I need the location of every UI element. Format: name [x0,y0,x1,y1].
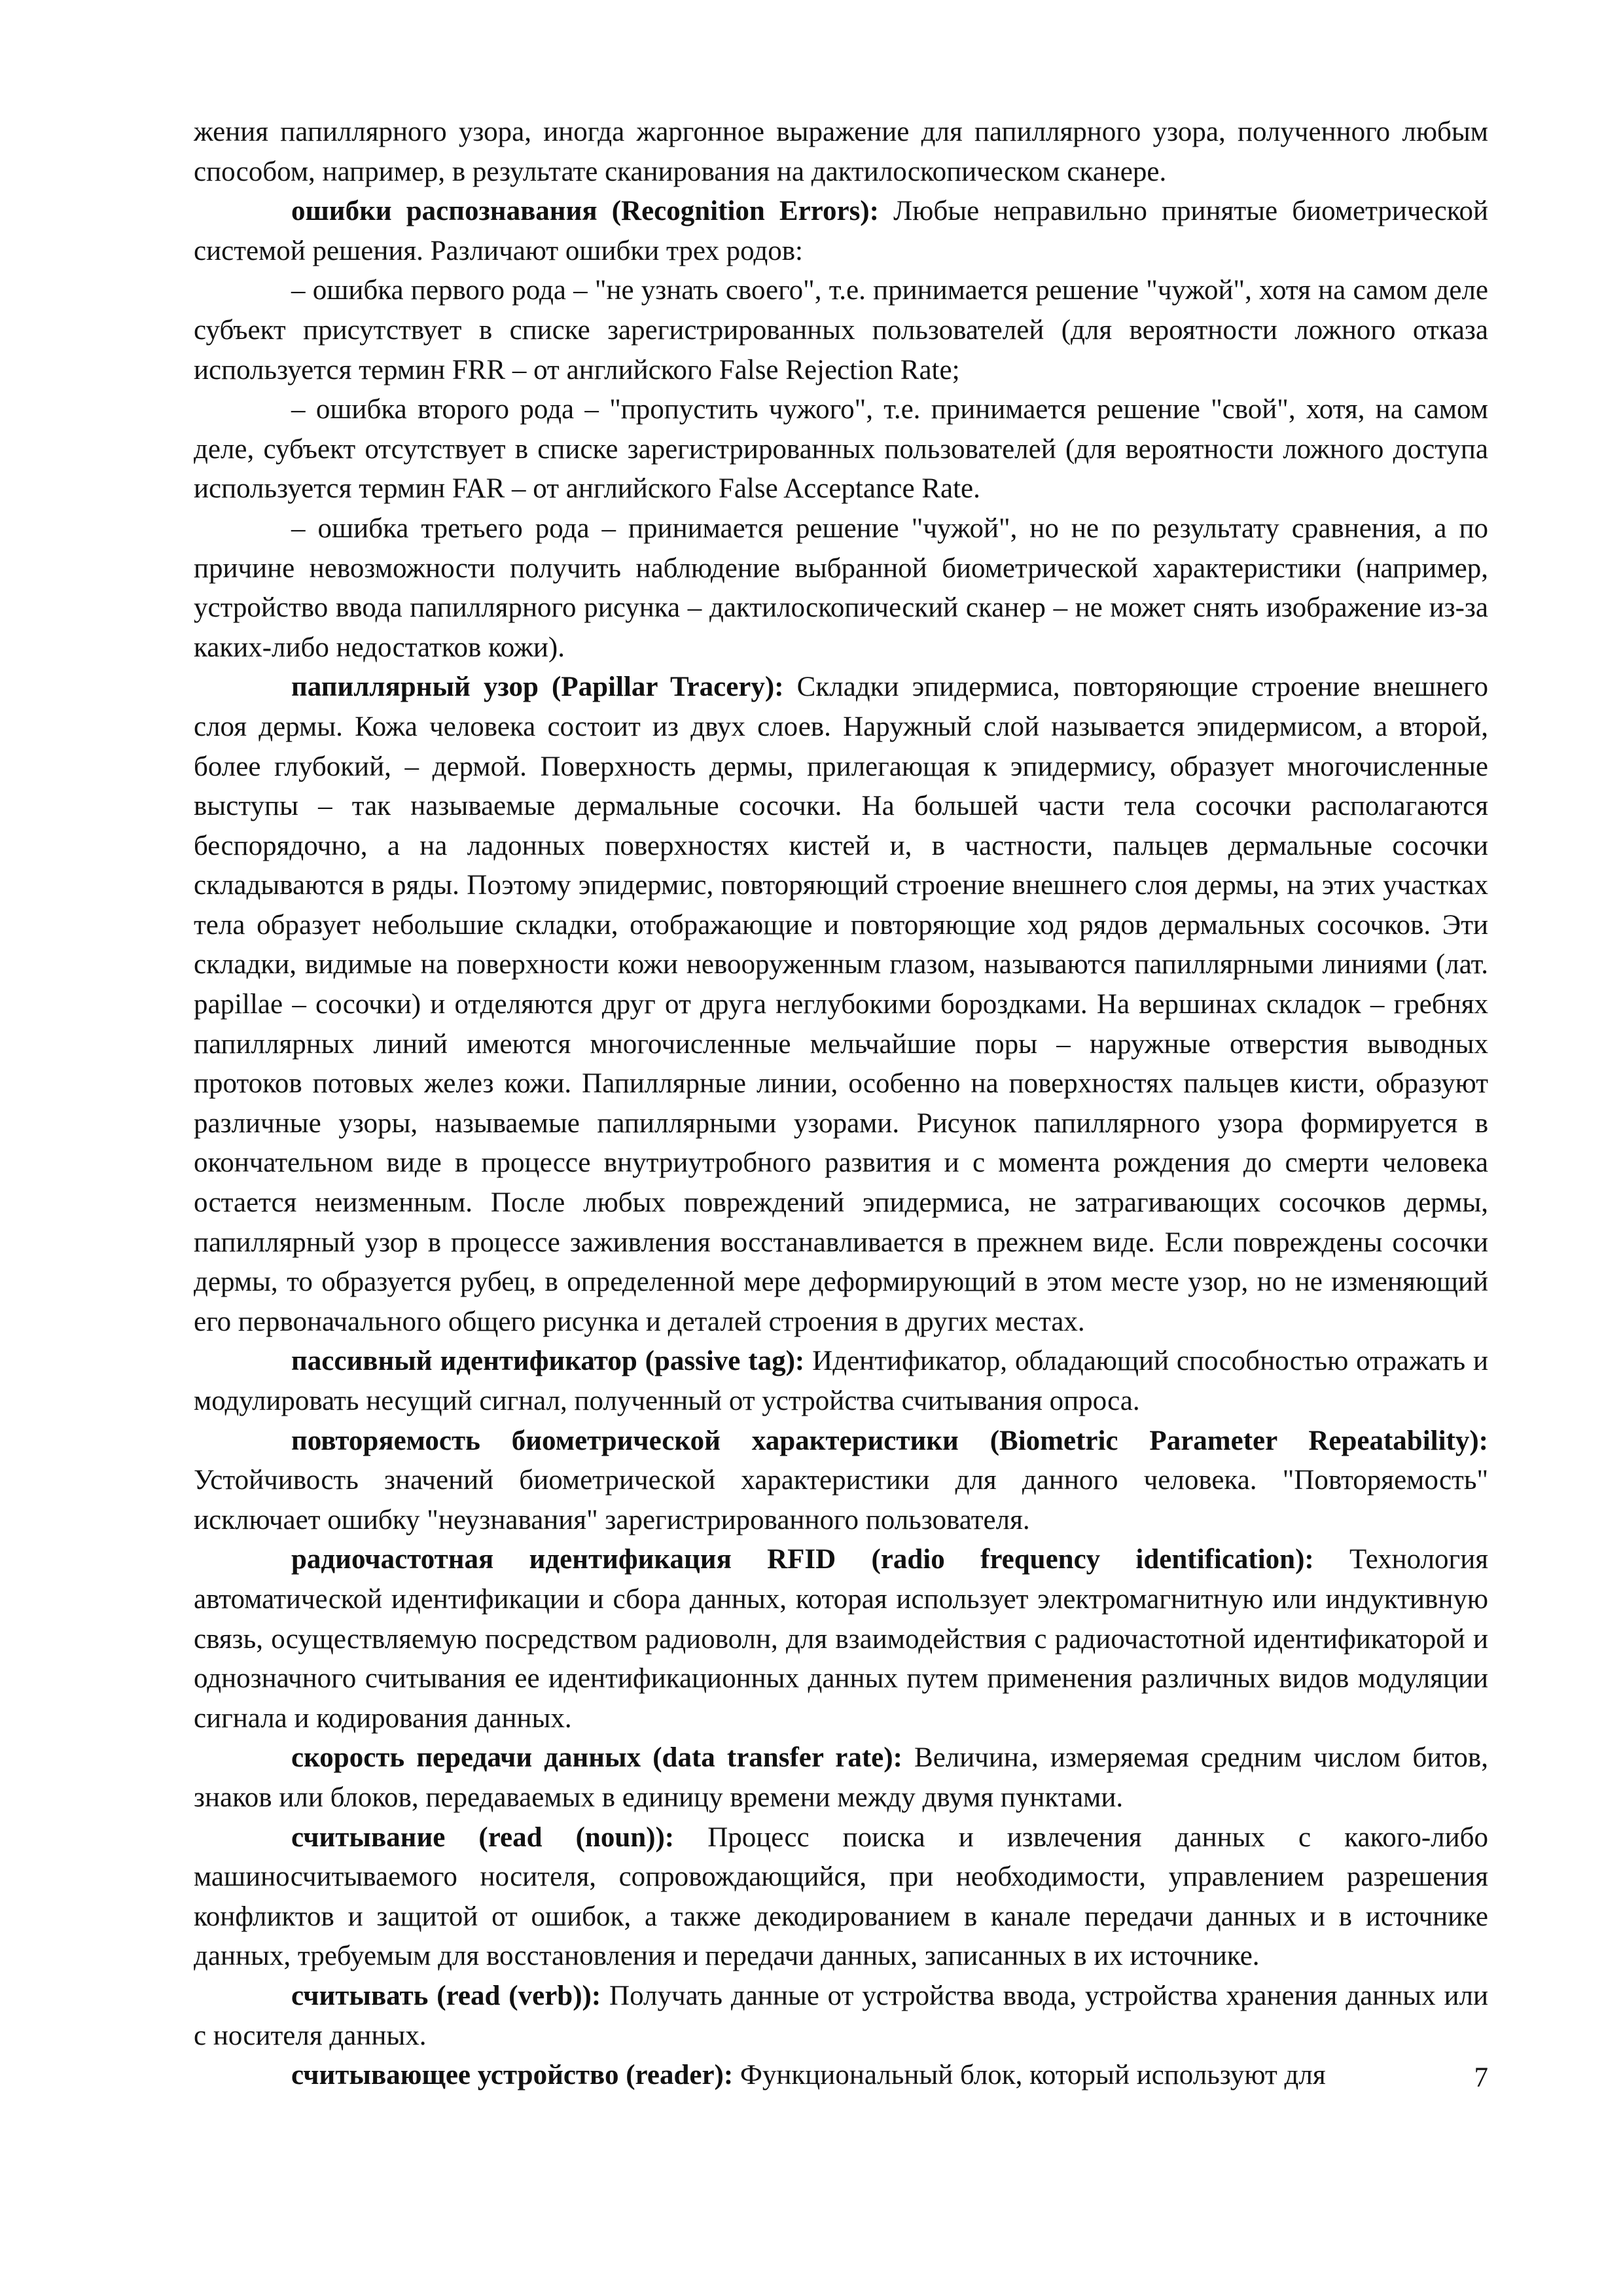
definition-read-noun [194,1818,1488,1977]
page-number: 7 [1474,2062,1488,2093]
definition-text: Величина, измеряемая средним числом битов, знаков или блоков, передаваемых в единицу времени между двумя пунктами. [194,1742,1488,1813]
term-heading: радиочастотная идентификация RFID (radio frequency identification): [291,1544,1314,1575]
paragraph-text: – ошибка первого рода – "не узнать своего", т.е. принимается решение "чужой", хотя на самом деле субъект присутствует в списке зарегистрированных пользователей (для вероятности ложного отказа используется термин FRR – от английского False Rejection Rate; [194,275,1488,386]
definition-passive-tag [194,1342,1488,1421]
definition-text: Функциональный блок, который используют для [733,2060,1326,2091]
term-heading: считывать (read (verb)): [291,1980,601,2011]
definition-rfid [194,1540,1488,1738]
definition-text: Любые неправильно принятые биометрической системой решения. Различают ошибки трех родов: [194,196,1488,266]
list-item-error-type-1 [194,271,1488,390]
definition-text: Складки эпидермиса, повторяющие строение внешнего слоя дермы. Кожа человека состоит из двух слоев. Наружный слой называется эпидермисом, а второй, более глубокий, – дермой. Поверхность дермы, прилегающая к эпидермису, образует многочисленные выступы – так называемые дермальные сосочки. На большей части тела сосочки располагаются беспорядочно, а на ладонных поверхностях кистей и, в частности, пальцев дермальные сосочки складываются в ряды. Поэтому эпидермис, повторяющий строение внешнего слоя дермы, на этих участках тела образует небольшие складки, отображающие и повторяющие ход рядов дермальных сосочков. Эти складки, видимые на поверхности кожи невооруженным глазом, называются папиллярными линиями (лат. papillae – сосочки) и отделяются друг от друга неглубокими бороздками. На вершинах складок – гребнях папиллярных линий имеются многочисленные мельчайшие поры – наружные отверстия выводных протоков потовых желез кожи. Папиллярные линии, особенно на поверхностях пальцев кисти, образуют различные узоры, называемые папиллярными узорами. Рисунок папиллярного узора формируется в окончательном виде в процессе внутриутробного развития и с момента рождения до смерти человека остается неизменным. После любых повреждений эпидермиса, не затрагивающих сосочков дермы, папиллярный узор в процессе заживления восстанавливается в прежнем виде. Если повреждены сосочки дермы, то образуется рубец, в определенной мере деформирующий в этом месте узор, но не изменяющий его первоначального общего рисунка и деталей строения в других местах. [194,672,1488,1337]
list-item-error-type-3 [194,509,1488,668]
term-heading: считывание (read (noun)): [291,1821,675,1853]
definition-read-verb [194,1977,1488,2056]
definition-papillar-tracery [194,668,1488,1342]
definition-data-transfer-rate [194,1738,1488,1818]
definition-text: Процесс поиска и извлечения данных с какого-либо машиносчитываемого носителя, сопровождающийся, при необходимости, управлением разрешения конфликтов и защитой от ошибок, а также декодированием в канале передачи данных и в источнике данных, требуемым для восстановления и передачи данных, записанных в их источнике. [194,1821,1488,1972]
term-heading: папиллярный узор (Papillar Tracery): [291,672,784,703]
paragraph-text: – ошибка третьего рода – принимается решение "чужой", но не по результату сравнения, а по причине невозможности получить наблюдение выбранной биометрической характеристики (например, устройство ввода папиллярного рисунка – дактилоскопический сканер – не может снять изображение из-за каких-либо недостатков кожи). [194,512,1488,663]
definition-recognition-errors [194,192,1488,271]
term-heading: скорость передачи данных (data transfer rate): [291,1742,902,1774]
definition-biometric-repeatability [194,1422,1488,1541]
term-heading: повторяемость биометрической характеристики (Biometric Parameter Repeatability): [291,1425,1488,1456]
term-heading: ошибки распознавания (Recognition Errors): [291,196,879,227]
term-heading: считывающее устройство (reader): [291,2060,734,2091]
paragraph-continuation [194,113,1488,192]
term-heading: пассивный идентификатор (passive tag): [291,1346,805,1377]
definition-text: Технология автоматической идентификации и сбора данных, которая использует электромагнитную или индуктивную связь, осуществляемую посредством радиоволн, для взаимодействия с радиочастотной идентификаторой и однозначного считывания ее идентификационных данных путем применения различных видов модуляции сигнала и кодирования данных. [194,1544,1488,1734]
paragraph-text: жения папиллярного узора, иногда жаргонное выражение для папиллярного узора, полученного любым способом, например, в результате сканирования на дактилоскопическом сканере. [194,117,1488,187]
definition-reader [194,2056,1488,2096]
definition-text: Устойчивость значений биометрической характеристики для данного человека. "Повторяемость" исключает ошибку "неузнавания" зарегистрированного пользователя. [194,1465,1488,1535]
definition-text: Идентификатор, обладающий способностью отражать и модулировать несущий сигнал, полученный от устройства считывания опроса. [194,1346,1488,1416]
list-item-error-type-2 [194,390,1488,509]
document-page [194,113,1488,2096]
paragraph-text: – ошибка второго рода – "пропустить чужого", т.е. принимается решение "свой", хотя, на самом деле, субъект отсутствует в списке зарегистрированных пользователей (для вероятности ложного доступа используется термин FAR – от английского False Acceptance Rate. [194,394,1488,505]
definition-text: Получать данные от устройства ввода, устройства хранения данных или с носителя данных. [194,1980,1488,2051]
